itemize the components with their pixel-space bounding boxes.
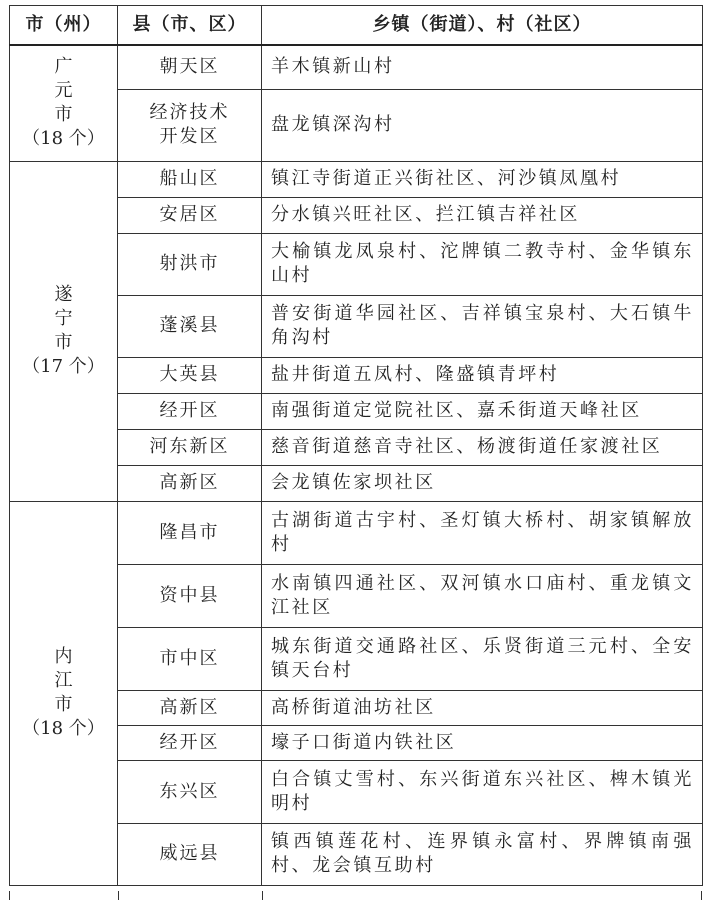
village-cell: 白合镇丈雪村、东兴街道东兴社区、椑木镇光明村	[262, 760, 703, 823]
village-cell: 慈音街道慈音寺社区、杨渡街道任家渡社区	[262, 429, 703, 465]
city-count: （18 个）	[22, 128, 105, 150]
village-cell: 南强街道定觉院社区、嘉禾街道天峰社区	[262, 393, 703, 429]
table-row	[10, 501, 703, 564]
village-cell: 普安街道华园社区、吉祥镇宝泉村、大石镇牛角沟村	[262, 295, 703, 357]
city-name-char: 市	[54, 332, 73, 353]
village-cell: 镇江寺街道正兴街社区、河沙镇凤凰村	[262, 161, 703, 197]
header-county: 县（市、区）	[118, 6, 262, 46]
village-cell: 羊木镇新山村	[262, 45, 703, 89]
city-cell	[10, 45, 118, 161]
county-cell: 射洪市	[118, 233, 262, 295]
village-cell: 大榆镇龙凤泉村、沱牌镇二教寺村、金华镇东山村	[262, 233, 703, 295]
city-count: （17 个）	[22, 356, 105, 377]
county-cell: 隆昌市	[118, 501, 262, 564]
city-count: （18 个）	[22, 718, 105, 739]
city-name-char: 市	[54, 104, 73, 126]
city-name-char: 广	[54, 56, 73, 78]
village-cell: 盐井街道五凤村、隆盛镇青坪村	[262, 357, 703, 393]
header-row	[10, 6, 703, 46]
county-cell: 经开区	[118, 393, 262, 429]
column-divider	[262, 891, 263, 900]
village-cell: 水南镇四通社区、双河镇水口庙村、重龙镇文江社区	[262, 564, 703, 627]
table-row	[10, 45, 703, 89]
county-cell: 经济技术开发区	[118, 89, 262, 161]
county-cell: 船山区	[118, 161, 262, 197]
city-name-char: 内	[54, 646, 73, 667]
county-cell: 蓬溪县	[118, 295, 262, 357]
list-table	[9, 5, 703, 886]
header-village: 乡镇（街道）、村（社区）	[262, 6, 703, 46]
village-cell: 盘龙镇深沟村	[262, 89, 703, 161]
city-name-char: 市	[54, 694, 73, 715]
city-name-char: 遂	[54, 284, 73, 305]
county-cell: 高新区	[118, 465, 262, 501]
county-cell: 威远县	[118, 823, 262, 885]
table-continuation	[9, 891, 702, 900]
village-cell: 分水镇兴旺社区、拦江镇吉祥社区	[262, 197, 703, 233]
village-cell: 镇西镇莲花村、连界镇永富村、界牌镇南强村、龙会镇互助村	[262, 823, 703, 885]
header-city: 市（州）	[10, 6, 118, 46]
county-cell: 河东新区	[118, 429, 262, 465]
county-cell: 经开区	[118, 725, 262, 760]
city-name-char: 元	[54, 80, 73, 102]
village-cell: 会龙镇佐家坝社区	[262, 465, 703, 501]
city-name-char: 江	[54, 670, 73, 691]
village-cell: 高桥街道油坊社区	[262, 690, 703, 725]
county-cell: 朝天区	[118, 45, 262, 89]
county-cell: 大英县	[118, 357, 262, 393]
county-cell: 高新区	[118, 690, 262, 725]
city-cell	[10, 501, 118, 885]
column-divider	[118, 891, 119, 900]
county-cell: 资中县	[118, 564, 262, 627]
county-cell: 市中区	[118, 627, 262, 690]
table-row	[10, 161, 703, 197]
city-cell	[10, 161, 118, 501]
village-cell: 城东街道交通路社区、乐贤街道三元村、全安镇天台村	[262, 627, 703, 690]
city-name-char: 宁	[54, 308, 73, 329]
county-cell: 安居区	[118, 197, 262, 233]
village-cell: 古湖街道古宇村、圣灯镇大桥村、胡家镇解放村	[262, 501, 703, 564]
village-cell: 壕子口街道内铁社区	[262, 725, 703, 760]
county-cell: 东兴区	[118, 760, 262, 823]
